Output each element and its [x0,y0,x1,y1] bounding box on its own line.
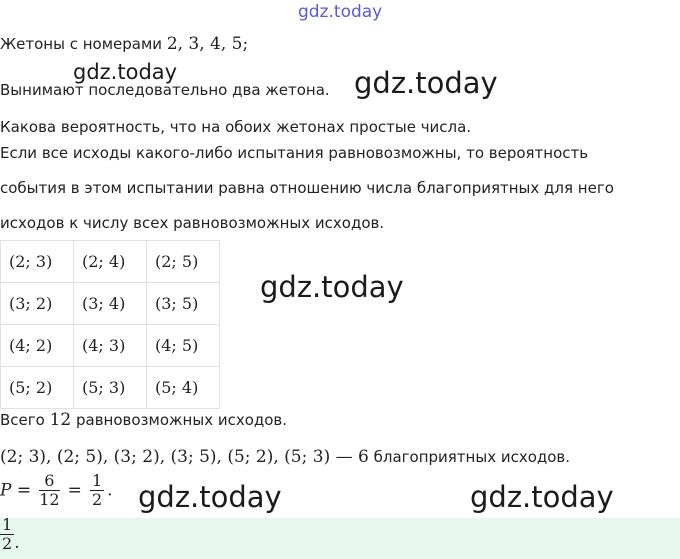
definition-line-2: события в этом испытании равна отношению числа благоприятных для него [0,179,614,197]
line1-numbers: 2, 3, 4, 5; [166,34,249,54]
total-suffix: равновозможных исходов. [71,411,288,429]
table-cell: (2; 5) [147,241,220,283]
definition-line-1: Если все исходы какого-либо испытания равновозможны, то вероятность [0,144,589,162]
favorable-outcomes [0,447,570,467]
p-fraction-2 [90,472,104,509]
p-period: . [107,480,113,501]
table-cell: (4; 5) [147,325,220,367]
table-cell: (3; 2) [1,283,74,325]
p-numerator-2: 1 [91,471,103,490]
table-cell: (4; 2) [1,325,74,367]
watermark-4: gdz.today [138,480,282,514]
outcomes-table [0,240,220,409]
watermark-5: gdz.today [470,480,614,514]
table-row [1,283,220,325]
favorable-suffix: благоприятных исходов. [368,448,571,466]
p-numerator-1: 6 [39,472,59,491]
table-row [1,241,220,283]
total-outcomes [0,410,287,430]
problem-line-1 [0,34,248,54]
p-fraction-1 [39,472,59,509]
p-equals: = [67,480,82,501]
line1-text: Жетоны с номерами [0,35,167,53]
total-number: 12 [49,410,72,430]
answer-denominator: 2 [2,534,13,553]
total-prefix: Всего [0,411,50,429]
answer-fraction [0,516,14,553]
table-cell: (3; 4) [74,283,147,325]
answer-formula [0,516,20,553]
table-cell: (5; 2) [1,367,74,409]
favorable-list: (2; 3), (2; 5), (3; 2), (3; 5), (5; 2), (5; 3) — 6 [0,447,369,467]
answer-period: . [14,533,20,553]
watermark-3: gdz.today [260,270,404,304]
definition-line-3: исходов к числу всех равновозможных исходов. [0,214,385,232]
answer-box [0,515,680,559]
watermark-2: gdz.today [354,66,498,100]
watermark-1: gdz.today [73,60,178,84]
table-cell: (3; 5) [147,283,220,325]
p-denominator-2: 2 [91,490,103,509]
p-label: P = [0,480,32,501]
answer-numerator: 1 [2,515,13,534]
p-denominator-1: 12 [39,490,60,509]
problem-line-3: Какова вероятность, что на обоих жетонах простые числа. [0,118,472,136]
table-cell: (5; 3) [74,367,147,409]
probability-formula [0,472,113,509]
table-cell: (2; 3) [1,241,74,283]
table-cell: (2; 4) [74,241,147,283]
table-cell: (4; 3) [74,325,147,367]
watermark-top: gdz.today [298,2,383,22]
table-row [1,367,220,409]
table-row [1,325,220,367]
problem-line-2: Вынимают последовательно два жетона. [0,81,330,99]
table-cell: (5; 4) [147,367,220,409]
